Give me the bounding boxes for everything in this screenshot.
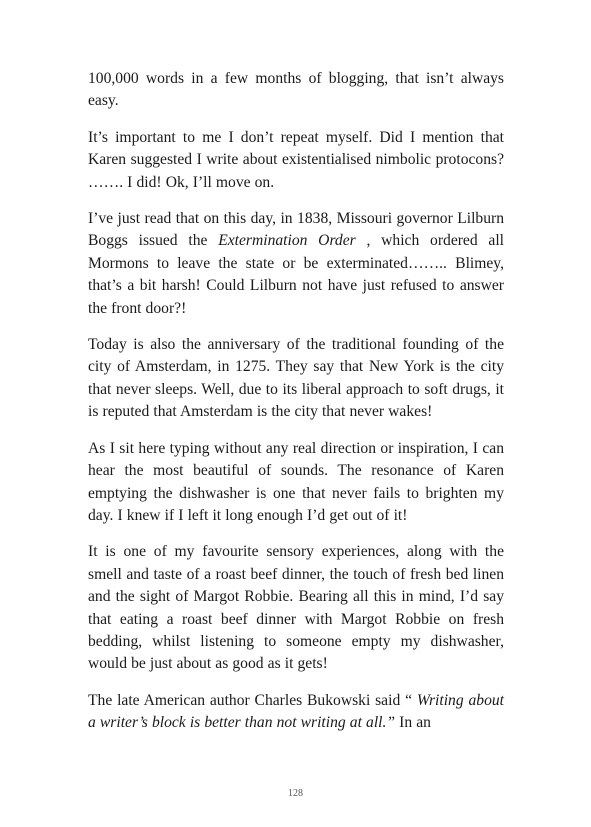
body-text	[88, 68, 504, 749]
paragraph-text-before: The late American author Charles Bukowski said “	[88, 691, 417, 709]
paragraph-text-before: I’ve just read that on this day, in 1838, Missouri governor Lilburn Boggs issued the	[88, 210, 504, 250]
emphasized-quote: Writing about a writer’s block is better than not writing at all.”	[88, 691, 504, 732]
page-number: 128	[288, 788, 303, 799]
paragraph: As I sit here typing without any real direction or inspiration, I can hear the most beautiful of sounds. The resonance of Karen emptying the dishwasher is one that never fails to brighten my day. I knew if I left it long enough I’d get out of it!	[88, 439, 504, 524]
paragraph: It’s important to me I don’t repeat myself. Did I mention that Karen suggested I write about existentialised nimbolic protocons? ……. I did! Ok, I’ll move on.	[88, 128, 504, 191]
emphasized-title: Extermination Order	[218, 232, 356, 250]
paragraph	[88, 208, 504, 320]
paragraph: It is one of my favourite sensory experiences, along with the smell and taste of a roast beef dinner, the touch of fresh bed linen and the sight of Margot Robbie. Bearing all this in mind, I’d say that eating a roast beef dinner with Margot Robbie on fresh bedding, whilst listening to someone empty my dishwasher, would be just about as good as it gets!	[88, 543, 504, 673]
paragraph-text-after: In an	[395, 714, 431, 732]
paragraph: Today is also the anniversary of the traditional founding of the city of Amsterdam, in 1275. They say that New York is the city that never sleeps. Well, due to its liberal approach to soft drugs, it is reputed that Amsterdam is the city that never wakes!	[88, 336, 504, 421]
paragraph: 100,000 words in a few months of blogging, that isn’t always easy.	[88, 70, 504, 110]
paragraph-text-after: , which ordered all Mormons to leave the state or be exterminated…….. Blimey, that’s a bit harsh! Could Lilburn not have just refused to answer the front door?!	[88, 232, 505, 317]
paragraph	[88, 690, 504, 735]
